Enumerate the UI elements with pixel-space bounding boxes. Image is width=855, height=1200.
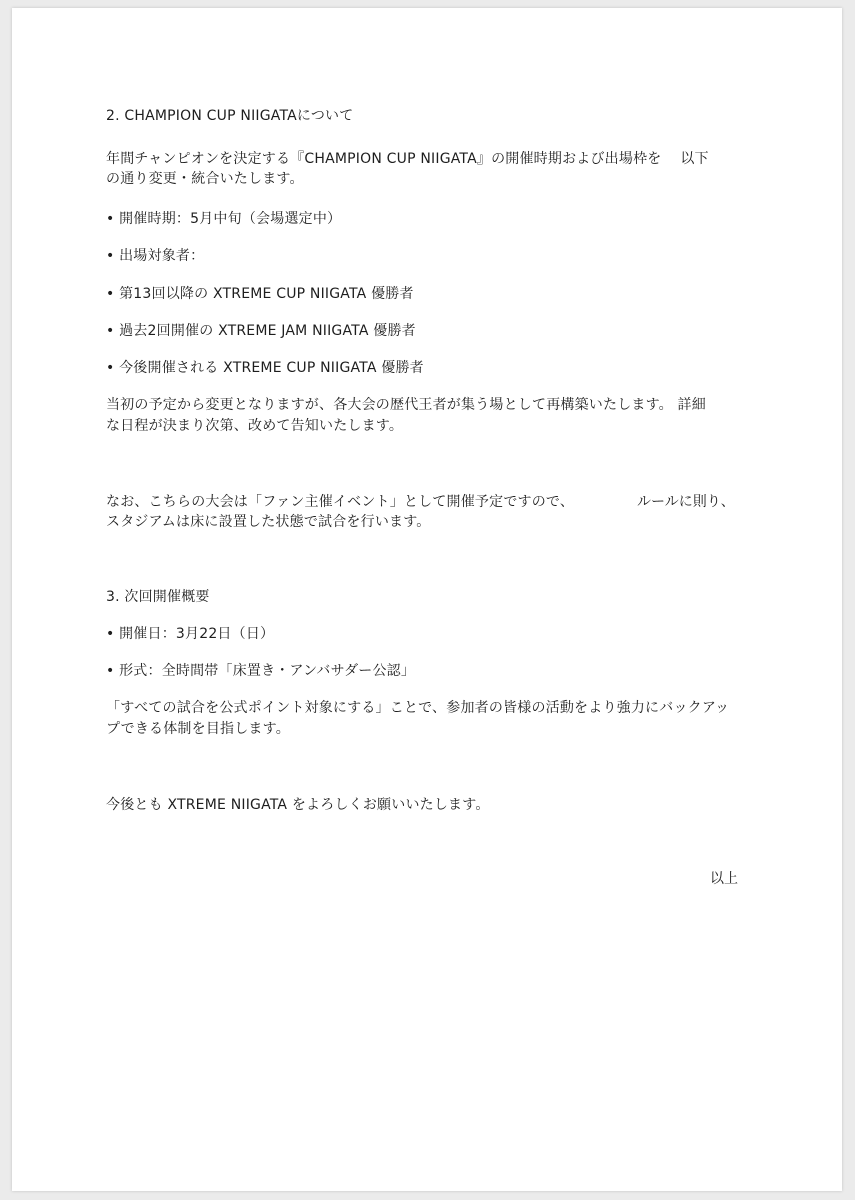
section3-heading: 3. 次回開催概要 xyxy=(106,589,210,605)
bullet-date: • 開催日：3月22日（日） xyxy=(106,626,275,642)
fan-event-line1: なお、こちらの大会は「ファン主催イベント」として開催予定ですので、 xyxy=(106,494,575,510)
section2-note-line2: な日程が決まり次第、改めて告知いたします。 xyxy=(106,418,404,434)
closing-line: 今後とも XTREME NIIGATA をよろしくお願いいたします。 xyxy=(106,797,490,813)
bullet-xtreme-jam: • 過去2回開催の XTREME JAM NIIGATA 優勝者 xyxy=(106,323,416,339)
section2-intro-line2: の通り変更・統合いたします。 xyxy=(106,171,304,187)
bullet-future-cup: • 今後開催される XTREME CUP NIIGATA 優勝者 xyxy=(106,360,424,376)
fan-event-line2: スタジアムは床に設置した状態で試合を行います。 xyxy=(106,514,431,530)
fan-event-line1-right: ルールに則り、 xyxy=(637,494,735,510)
section3-para-line2: プできる体制を目指します。 xyxy=(106,721,290,737)
section2-heading: 2. CHAMPION CUP NIIGATAについて xyxy=(106,108,354,124)
section2-note-line1: 当初の予定から変更となりますが、各大会の歴代王者が集う場として再構築いたします。 詳細 xyxy=(106,397,706,413)
bullet-format: • 形式：全時間帯「床置き・アンバサダー公認」 xyxy=(106,663,416,679)
end-mark: 以上 xyxy=(710,871,738,887)
bullet-xtreme-cup-13: • 第13回以降の XTREME CUP NIIGATA 優勝者 xyxy=(106,286,414,302)
document-page xyxy=(12,8,842,1191)
section2-intro-line1: 年間チャンピオンを決定する『CHAMPION CUP NIIGATA』の開催時期および出場枠を 以下 xyxy=(106,151,709,167)
bullet-schedule: • 開催時期：5月中旬（会場選定中） xyxy=(106,211,342,227)
section3-para-line1: 「すべての試合を公式ポイント対象にする」ことで、参加者の皆様の活動をより強力にバックアッ xyxy=(106,700,730,716)
bullet-eligibility: • 出場対象者： xyxy=(106,248,205,264)
